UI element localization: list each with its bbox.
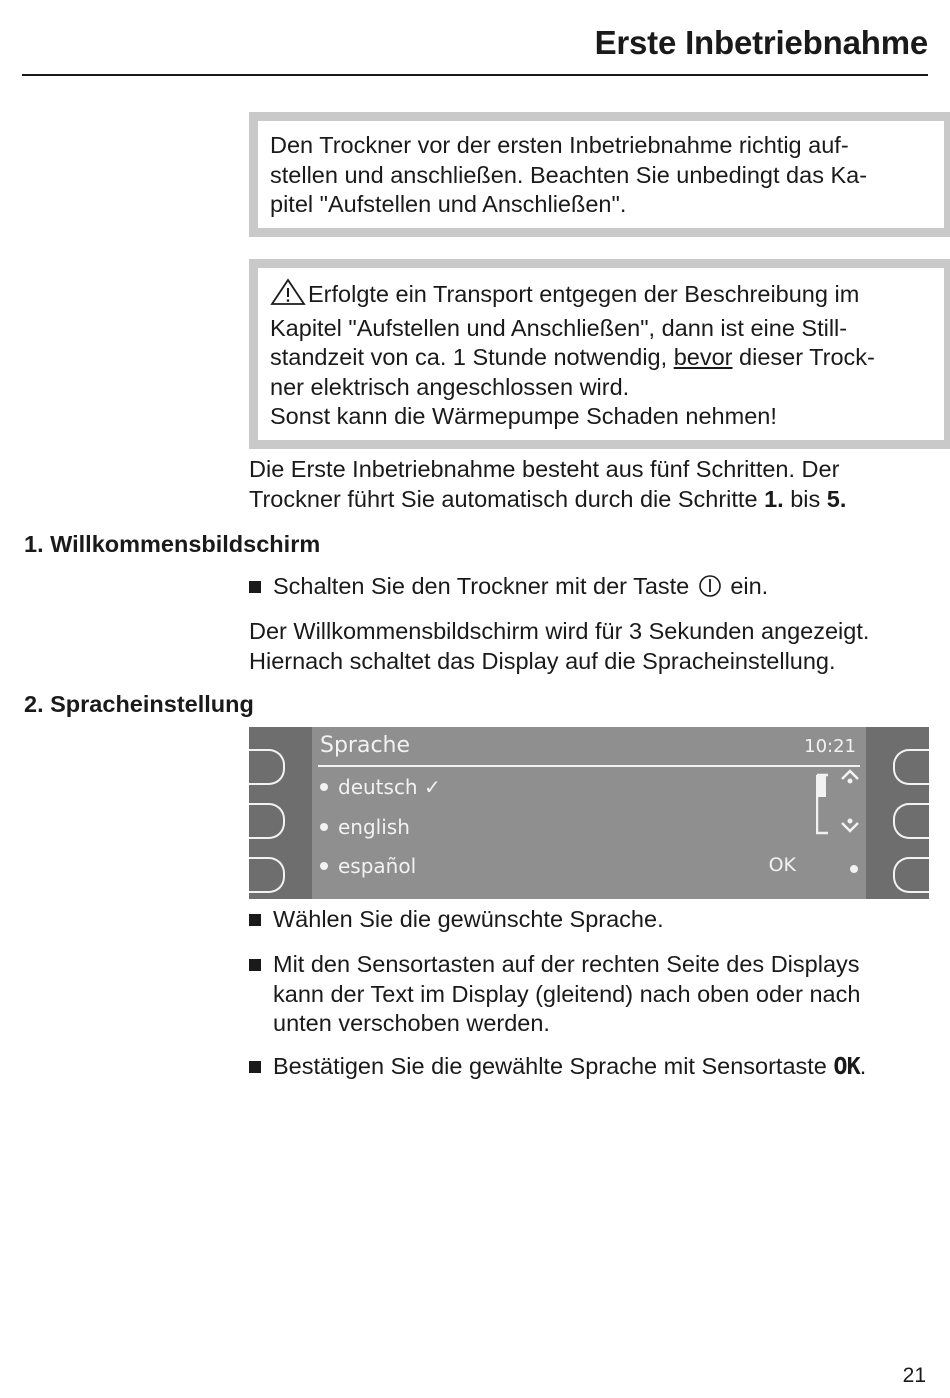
language-option-label: deutsch bbox=[338, 775, 418, 799]
notice-line: pitel "Aufstellen und Anschließen". bbox=[270, 191, 627, 217]
notice-box bbox=[249, 112, 950, 237]
language-option-espanol[interactable] bbox=[320, 854, 416, 878]
display-divider bbox=[318, 765, 860, 767]
bullet-text: Wählen Sie die gewünschte Sprache. bbox=[273, 906, 664, 932]
notice-line: stellen und anschließen. Beachten Sie unbedingt das Ka- bbox=[270, 161, 868, 188]
right-sensor-key-down[interactable] bbox=[893, 803, 929, 839]
welcome-line: Der Willkommensbildschirm wird für 3 Sekunden angezeigt. bbox=[249, 618, 870, 644]
bullet-square-icon bbox=[249, 581, 261, 593]
scroll-position-icon bbox=[816, 773, 830, 835]
ok-dot-icon bbox=[850, 865, 858, 873]
bullet-text: . bbox=[859, 1053, 867, 1079]
intro-between: bis bbox=[783, 485, 827, 512]
bullet-text: Schalten Sie den Trockner mit der Taste bbox=[273, 573, 696, 599]
bullet-square-icon bbox=[249, 1061, 261, 1073]
display-title: Sprache bbox=[320, 733, 411, 758]
language-option-label: español bbox=[338, 854, 417, 878]
intro-line: Die Erste Inbetriebnahme besteht aus fünf Schritten. Der bbox=[249, 456, 840, 482]
power-button-icon bbox=[698, 574, 722, 606]
warning-emphasis: bevor bbox=[673, 344, 733, 370]
left-sensor-key-2[interactable] bbox=[249, 803, 285, 839]
bullet-dot-icon bbox=[320, 823, 328, 831]
warning-line: Sonst kann die Wärmepumpe Schaden nehmen! bbox=[270, 403, 777, 429]
bullet-text: ein. bbox=[723, 573, 769, 599]
bullet-square-icon bbox=[249, 914, 261, 926]
bullet-text: Mit den Sensortasten auf der rechten Seite des Displays bbox=[273, 951, 860, 977]
bullet-choose-language bbox=[249, 905, 929, 935]
intro-paragraph bbox=[249, 455, 929, 514]
display-time: 10:21 bbox=[804, 736, 856, 757]
warning-line: Erfolgte ein Transport entgegen der Beschreibung im bbox=[308, 281, 860, 307]
language-display bbox=[249, 727, 929, 899]
bullet-square-icon bbox=[249, 959, 261, 971]
page-title: Erste Inbetriebnahme bbox=[594, 24, 928, 61]
right-sensor-key-up[interactable] bbox=[893, 749, 929, 785]
bullet-dot-icon bbox=[320, 783, 328, 791]
right-sensor-key-ok[interactable] bbox=[893, 857, 929, 893]
header-divider bbox=[22, 74, 928, 76]
intro-line: Trockner führt Sie automatisch durch die Schritte bbox=[249, 485, 765, 512]
left-sensor-key-3[interactable] bbox=[249, 857, 285, 893]
language-option-english[interactable] bbox=[320, 815, 410, 839]
bullet-dot-icon bbox=[320, 862, 328, 870]
page-number: 21 bbox=[902, 1364, 926, 1387]
warning-line: dieser Trock- bbox=[732, 344, 875, 370]
left-sensor-key-1[interactable] bbox=[249, 749, 285, 785]
language-option-deutsch[interactable] bbox=[320, 775, 441, 799]
ok-key-label: OK bbox=[833, 1052, 860, 1080]
check-icon: ✓ bbox=[423, 775, 441, 799]
warning-triangle-icon bbox=[270, 278, 306, 314]
section-heading-language: 2. Spracheinstellung bbox=[24, 691, 254, 717]
warning-line: standzeit von ca. 1 Stunde notwendig, bbox=[270, 344, 674, 370]
bullet-text: kann der Text im Display (gleitend) nach oben oder nach bbox=[273, 980, 861, 1007]
welcome-paragraph bbox=[249, 617, 929, 676]
scroll-down-icon bbox=[840, 817, 860, 833]
display-ok-label: OK bbox=[768, 854, 796, 876]
bullet-power-on bbox=[249, 572, 929, 606]
step-to: 5. bbox=[826, 485, 847, 512]
warning-line: ner elektrisch angeschlossen wird. bbox=[270, 373, 630, 400]
section-heading-welcome: 1. Willkommensbildschirm bbox=[24, 531, 321, 557]
bullet-text: unten verschoben werden. bbox=[273, 1010, 550, 1036]
language-option-label: english bbox=[338, 815, 410, 839]
step-from: 1. bbox=[764, 485, 784, 512]
scroll-up-icon bbox=[840, 769, 860, 785]
bullet-scroll-info bbox=[249, 950, 929, 1039]
warning-line: Kapitel "Aufstellen und Anschließen", dann ist eine Still- bbox=[270, 314, 848, 341]
warning-box bbox=[249, 259, 950, 449]
bullet-confirm-language bbox=[249, 1052, 929, 1082]
bullet-text: Bestätigen Sie die gewählte Sprache mit Sensortaste bbox=[273, 1053, 834, 1079]
welcome-line: Hiernach schaltet das Display auf die Spracheinstellung. bbox=[249, 647, 836, 674]
notice-line: Den Trockner vor der ersten Inbetriebnahme richtig auf- bbox=[270, 132, 849, 158]
display-screen bbox=[312, 727, 866, 899]
